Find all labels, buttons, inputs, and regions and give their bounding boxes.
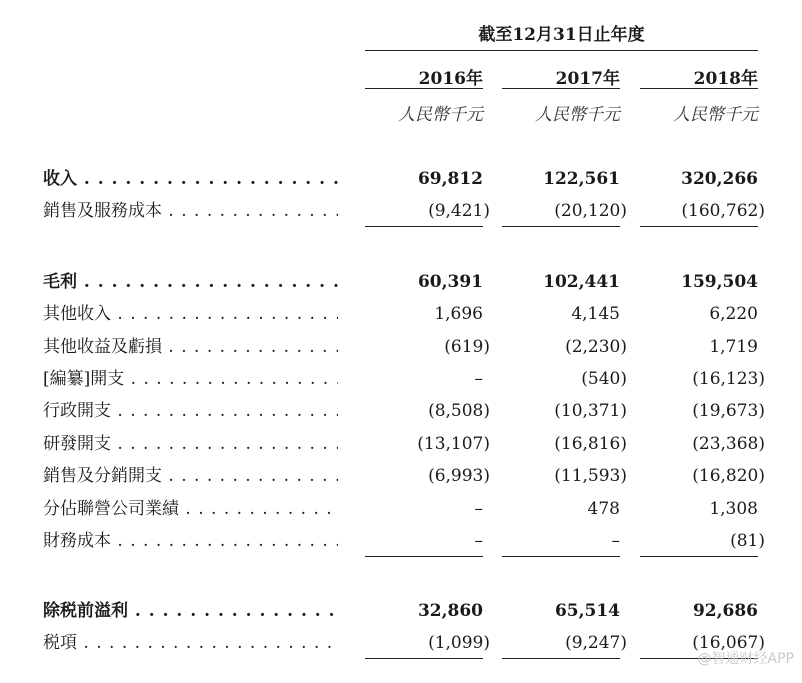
subtotal-line-2017: [502, 556, 620, 557]
value-2017: (540): [581, 369, 627, 389]
subtotal-line-2016: [365, 556, 483, 557]
year-2018-header: 2018年: [693, 69, 758, 89]
row-label: 毛利 . . .: [43, 267, 338, 297]
row-label: 收入 . . .: [43, 164, 338, 194]
row-label: 除税前溢利 . . .: [43, 596, 338, 626]
period-underline: [365, 50, 758, 51]
value-2016: –: [474, 531, 483, 551]
row-cost-of-sales: [0, 196, 802, 226]
value-2018: 6,220: [709, 304, 758, 324]
value-2017: (20,120): [554, 201, 627, 221]
value-2016: (619): [444, 337, 490, 357]
period-header: 截至12月31日止年度: [478, 25, 645, 45]
value-2018: (160,762): [681, 201, 765, 221]
value-2018: (16,820): [692, 466, 765, 486]
row-label: 税項 . . .: [43, 628, 338, 658]
value-2016: (6,993): [428, 466, 490, 486]
row-listing-expenses: [0, 364, 802, 394]
row-label: 行政開支 . . .: [43, 396, 338, 426]
value-2017: 4,145: [571, 304, 620, 324]
unit-2018: 人民幣千元: [673, 105, 758, 125]
row-rnd-expenses: [0, 429, 802, 459]
row-other-gains-losses: [0, 332, 802, 362]
value-2017: –: [611, 531, 620, 551]
row-finance-costs: [0, 526, 802, 556]
row-label: 銷售及分銷開支 . . .: [43, 461, 338, 491]
value-2018: 92,686: [692, 601, 758, 621]
bottom-line-2016: [365, 658, 483, 659]
value-2016: 32,860: [417, 601, 483, 621]
value-2016: (13,107): [417, 434, 490, 454]
subtotal-line-2016: [365, 226, 483, 227]
row-label: 其他收入 . . .: [43, 299, 338, 329]
value-2016: 69,812: [417, 169, 483, 189]
row-label: 財務成本 . . .: [43, 526, 338, 556]
value-2016: (1,099): [428, 633, 490, 653]
row-admin-expenses: [0, 396, 802, 426]
value-2017: 122,561: [543, 169, 620, 189]
year-underline-2017: [502, 88, 620, 89]
row-label: 銷售及服務成本 . . .: [43, 196, 338, 226]
row-gross-profit: [0, 267, 802, 297]
value-2018: 320,266: [681, 169, 758, 189]
subtotal-line-2018: [640, 226, 758, 227]
value-2017: 102,441: [543, 272, 620, 292]
subtotal-line-2018: [640, 556, 758, 557]
row-label: 研發開支 . . .: [43, 429, 338, 459]
value-2017: (16,816): [554, 434, 627, 454]
value-2017: (11,593): [554, 466, 627, 486]
year-2016-header: 2016年: [418, 69, 483, 89]
value-2017: 478: [587, 499, 620, 519]
value-2018: 1,719: [709, 337, 758, 357]
value-2018: (19,673): [692, 401, 765, 421]
year-underline-2016: [365, 88, 483, 89]
bottom-line-2017: [502, 658, 620, 659]
value-2018: (23,368): [692, 434, 765, 454]
value-2018: (16,123): [692, 369, 765, 389]
row-share-of-associates: [0, 494, 802, 524]
watermark: @智通财经APP: [697, 651, 794, 667]
value-2016: 60,391: [417, 272, 483, 292]
subtotal-line-2017: [502, 226, 620, 227]
unit-2016: 人民幣千元: [398, 105, 483, 125]
value-2018: (81): [730, 531, 765, 551]
value-2017: (9,247): [565, 633, 627, 653]
row-label: 分佔聯營公司業績 . . .: [43, 494, 338, 524]
row-tax: [0, 628, 802, 658]
value-2018: 1,308: [709, 499, 758, 519]
row-revenue: [0, 164, 802, 194]
row-label: [編纂]開支 . . .: [43, 364, 338, 394]
value-2016: –: [474, 369, 483, 389]
row-label: 其他收益及虧損 . . .: [43, 332, 338, 362]
value-2018: (16,067): [692, 633, 765, 653]
value-2016: –: [474, 499, 483, 519]
value-2018: 159,504: [681, 272, 758, 292]
value-2016: (9,421): [428, 201, 490, 221]
value-2016: (8,508): [428, 401, 490, 421]
value-2016: 1,696: [434, 304, 483, 324]
unit-2017: 人民幣千元: [535, 105, 620, 125]
year-2017-header: 2017年: [555, 69, 620, 89]
row-other-income: [0, 299, 802, 329]
value-2017: (2,230): [565, 337, 627, 357]
row-profit-before-tax: [0, 596, 802, 626]
row-selling-expenses: [0, 461, 802, 491]
year-underline-2018: [640, 88, 758, 89]
value-2017: (10,371): [554, 401, 627, 421]
value-2017: 65,514: [554, 601, 620, 621]
